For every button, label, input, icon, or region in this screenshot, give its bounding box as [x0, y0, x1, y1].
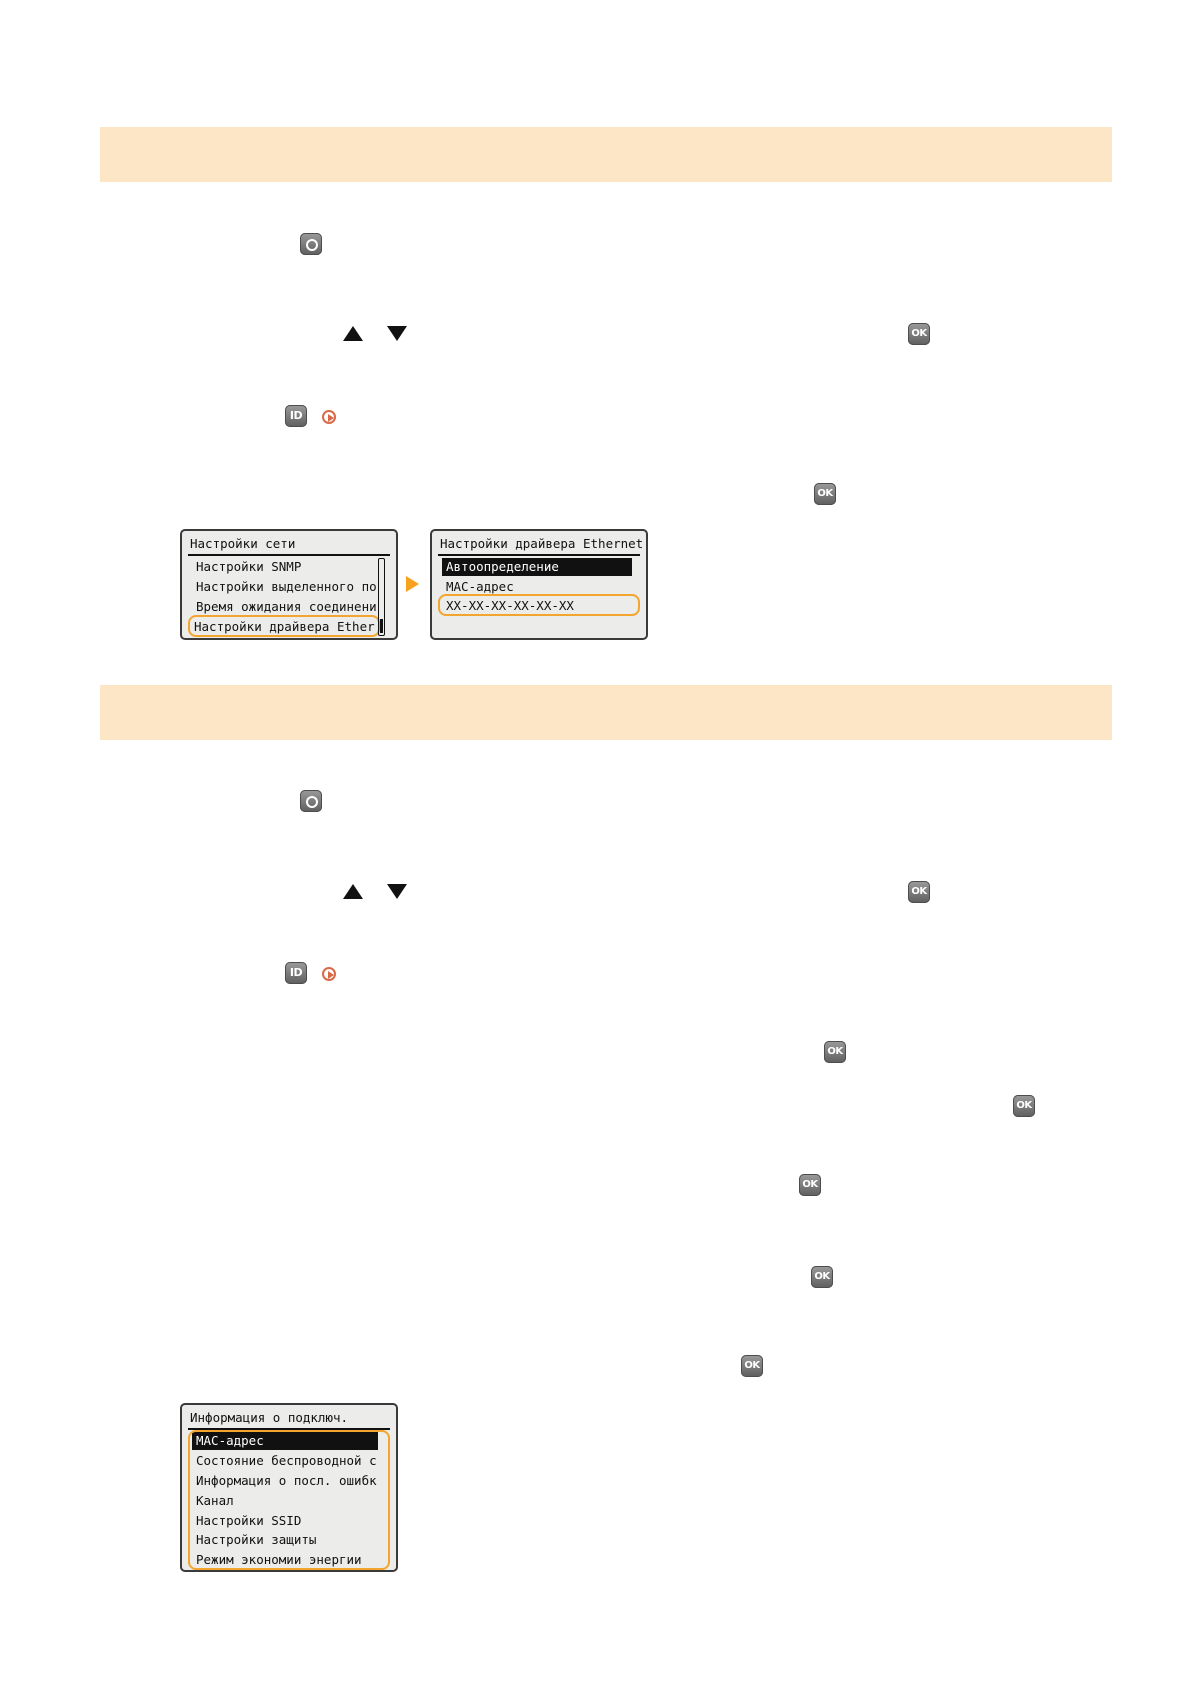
- lcd-scroll-thumb: [380, 619, 383, 633]
- lcd-list-item: Время ожидания соединени: [196, 599, 377, 614]
- ok-key-icon: OK: [908, 323, 930, 345]
- lcd-divider: [438, 554, 640, 556]
- lcd-title: Настройки сети: [190, 536, 296, 551]
- lcd-screen-network-settings: [180, 529, 398, 640]
- lcd-title: Настройки драйвера Ethernet: [440, 536, 644, 551]
- lcd-divider: [188, 554, 390, 556]
- id-key-icon: ID: [285, 405, 307, 427]
- lcd-screen-ethernet-driver: [430, 529, 648, 640]
- lcd-selection-highlight: [188, 1430, 390, 1570]
- ok-key-icon: OK: [741, 1355, 763, 1377]
- up-arrow-icon: [343, 884, 363, 899]
- menu-key-icon: [300, 790, 322, 812]
- lcd-list-item: Настройки SNMP: [196, 559, 302, 574]
- up-arrow-icon: [343, 326, 363, 341]
- down-arrow-icon: [387, 326, 407, 341]
- lcd-selection-highlight: [438, 594, 640, 616]
- menu-key-icon: [300, 233, 322, 255]
- lcd-scrollbar: [378, 558, 385, 636]
- next-screen-arrow-icon: [406, 576, 419, 592]
- ok-key-icon: OK: [811, 1266, 833, 1288]
- lcd-screen-connection-info: [180, 1403, 398, 1572]
- lcd-list-item: Настройки защиты: [196, 1532, 317, 1547]
- lcd-list-item: XX-XX-XX-XX-XX-XX: [446, 598, 574, 613]
- section-header-band: [100, 685, 1112, 740]
- lcd-title: Информация о подключ.: [190, 1410, 349, 1425]
- lcd-list-item: Канал: [196, 1493, 234, 1508]
- ok-key-icon: OK: [814, 483, 836, 505]
- lcd-list-item: Настройки драйвера Ether: [194, 619, 375, 634]
- lcd-list-item: Информация о посл. ошибк: [196, 1473, 377, 1488]
- lcd-list-item: Настройки выделенного по: [196, 579, 377, 594]
- link-arrow-icon[interactable]: [322, 410, 336, 424]
- ok-key-icon: OK: [1013, 1095, 1035, 1117]
- link-arrow-icon[interactable]: [322, 967, 336, 981]
- ok-key-icon: OK: [799, 1174, 821, 1196]
- lcd-list-item: Автоопределение: [442, 558, 632, 576]
- lcd-list-item: Настройки SSID: [196, 1513, 302, 1528]
- section-header-band: [100, 127, 1112, 182]
- id-key-icon: ID: [285, 962, 307, 984]
- lcd-selection-highlight: [188, 615, 380, 637]
- lcd-list-item: Режим экономии энергии: [196, 1552, 362, 1567]
- lcd-list-item: Состояние беспроводной с: [196, 1453, 377, 1468]
- ok-key-icon: OK: [824, 1041, 846, 1063]
- ok-key-icon: OK: [908, 881, 930, 903]
- down-arrow-icon: [387, 884, 407, 899]
- lcd-list-item: MAC-адрес: [192, 1432, 378, 1450]
- lcd-list-item: MAC-адрес: [446, 579, 514, 594]
